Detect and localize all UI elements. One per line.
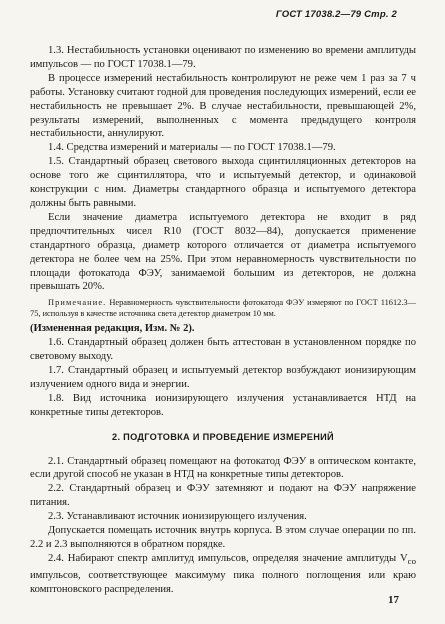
paragraph-1-7: 1.7. Стандартный образец и испытуемый детектор возбуждают ионизирующим излучением одного вида и энергии. xyxy=(30,365,416,390)
paragraph-stability-control: В процессе измерений нестабильность контролируют не реже чем 1 раз за 7 ч работы. Установку считают годной для проведения последующих измерений, если ее нестабильность не превышает 2%. В случае нестабильности, превышающей 2%, результаты измерений, выполненных с момента предыдущего контроля нестабильности, аннулируют. xyxy=(30,72,416,140)
paragraph-source-inside: Допускается помещать источник внутрь корпуса. В этом случае операции по пп. 2.2 и 2.3 выполняются в обратном порядке. xyxy=(30,525,416,550)
paragraph-2-4-end: импульсов, соответствующее максимуму пика полного поглощения или краю комптоновского распределения. xyxy=(30,569,416,595)
page-content xyxy=(30,44,416,597)
note xyxy=(30,298,416,319)
paragraph-1-8: 1.8. Вид источника ионизирующего излучения устанавливается НТД на конкретные типы детекторов. xyxy=(30,392,416,418)
paragraph-1-5: 1.5. Стандартный образец светового выхода сцинтилляционных детекторов на основе того же сцинтиллятора, что и испытуемый детектор, и одинаковой конструкции с ним. Диаметры стандартного образца и испытуемого детектора должны быть равными. xyxy=(30,156,416,209)
paragraph-2-3: 2.3. Устанавливают источник ионизирующего излучения. xyxy=(48,511,307,523)
section-title: 2. ПОДГОТОВКА И ПРОВЕДЕНИЕ ИЗМЕРЕНИЙ xyxy=(112,431,334,442)
paragraph-2-1: 2.1. Стандартный образец помещают на фотокатод ФЭУ в оптическом контакте, если другой способ не указан в НТД на конкретные типы детекторов. xyxy=(30,455,416,481)
amendment-line: (Измененная редакция, Изм. № 2). xyxy=(30,323,195,335)
paragraph-2-4 xyxy=(30,552,416,597)
paragraph-2-4-start: 2.4. Набирают спектр амплитуд импульсов, определяя значение амплитуды V xyxy=(48,552,408,564)
paragraph-1-3: 1.3. Нестабильность установки оценивают по изменению во времени амплитуды импульсов — по ГОСТ 17038.1—79. xyxy=(30,45,416,70)
paragraph-2-2: 2.2. Стандартный образец и ФЭУ затемняют и подают на ФЭУ напряжение питания. xyxy=(30,483,416,509)
page-header: ГОСТ 17038.2—79 Стр. 2 xyxy=(275,9,397,20)
paragraph-1-6: 1.6. Стандартный образец должен быть аттестован в установленном порядке по световому выходу. xyxy=(30,337,416,363)
page-number: 17 xyxy=(388,594,399,606)
paragraph-diameter: Если значение диаметра испытуемого детектора не входит в ряд предпочтительных чисел R10 (ГОСТ 8032—84), допускается применение стандартного образца, диаметр которого отличается от диаметра испытуемого детектора не более чем на 25%. При этом неравномерность чувствительности по площади фотокатода ФЭУ, занимаемой большим из детекторов, не должна превышать 20%. xyxy=(30,211,416,293)
note-text: Неравномерность чувствительности фотокатода ФЭУ измеряют по ГОСТ 11612.3—75, используя в качестве источника света детектор диаметром 10 мм. xyxy=(30,298,416,318)
amplitude-subscript: со xyxy=(407,556,416,567)
paragraph-1-4: 1.4. Средства измерений и материалы — по ГОСТ 17038.1—79. xyxy=(48,142,336,154)
note-label: Примечание. xyxy=(48,298,107,308)
